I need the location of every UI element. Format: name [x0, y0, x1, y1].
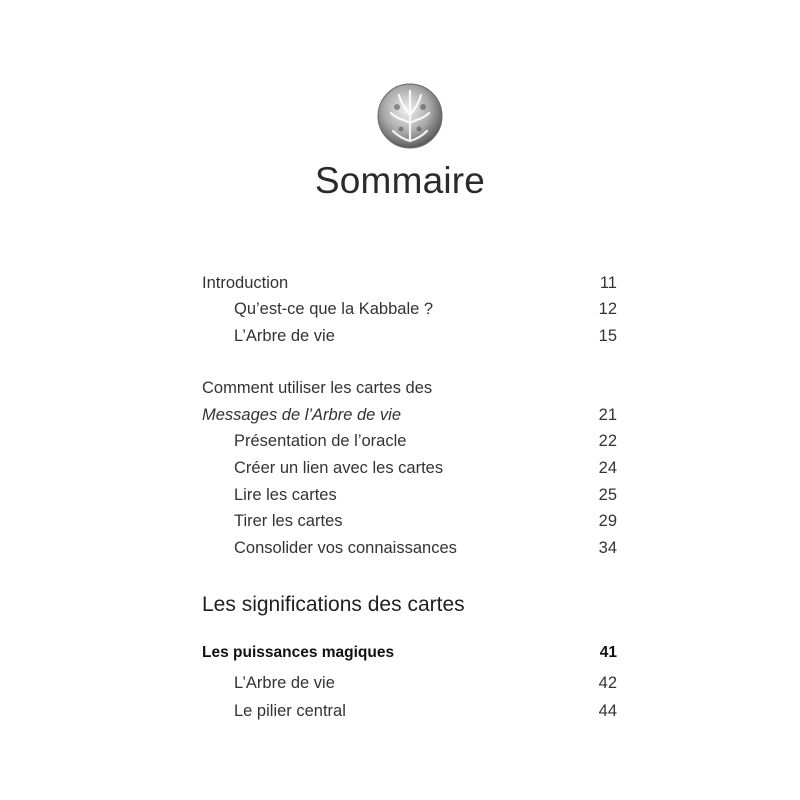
toc-entry-arbre-de-vie-2[interactable]: [234, 670, 617, 696]
section-heading: Les significations des cartes: [202, 593, 465, 616]
toc-entry-page: 12: [598, 300, 617, 318]
toc-entry-page: 24: [598, 459, 617, 477]
toc-entry-label: Qu’est-ce que la Kabbale ?: [234, 300, 434, 318]
toc-entry-page: 44: [598, 702, 617, 720]
toc-entry-lire-cartes[interactable]: [234, 482, 617, 508]
toc-entry-page: 25: [598, 486, 617, 504]
toc-entry-page: 21: [598, 406, 617, 424]
toc-entry-messages-arbre[interactable]: [202, 402, 617, 428]
toc-entry-label: Comment utiliser les cartes des: [202, 379, 433, 397]
toc-entry-label: Présentation de l’oracle: [234, 432, 407, 450]
toc-entry-consolider[interactable]: [234, 535, 617, 561]
toc-entry-label: Consolider vos connaissances: [234, 539, 457, 557]
toc-entry-page: 11: [599, 274, 617, 292]
toc-entry-pilier-central[interactable]: [234, 698, 617, 724]
toc-entry-page: 22: [598, 432, 617, 450]
toc-entry-page: 15: [598, 327, 617, 345]
toc-entry-kabbale[interactable]: [234, 296, 617, 322]
toc-entry-page: 34: [598, 539, 617, 557]
toc-entry-page: 41: [599, 644, 617, 661]
toc-entry-label: L’Arbre de vie: [234, 327, 335, 345]
page-title: Sommaire: [314, 160, 486, 201]
toc-entry-label: Lire les cartes: [234, 486, 337, 504]
toc-entry-label: Créer un lien avec les cartes: [234, 459, 444, 477]
toc-entry-label: L’Arbre de vie: [234, 674, 335, 692]
toc-entry-comment-utiliser[interactable]: [202, 375, 617, 401]
toc-entry-label: Introduction: [202, 274, 289, 292]
toc-entry-arbre-de-vie[interactable]: [234, 323, 617, 349]
toc-entry-creer-lien[interactable]: [234, 455, 617, 481]
toc-entry-label: Les puissances magiques: [202, 644, 395, 661]
toc-entry-tirer-cartes[interactable]: [234, 508, 617, 534]
toc-entry-presentation-oracle[interactable]: [234, 428, 617, 454]
toc-entry-label: Tirer les cartes: [234, 512, 343, 530]
toc-entry-puissances-magiques[interactable]: [202, 640, 617, 666]
tree-of-life-medallion-icon: [377, 83, 443, 149]
toc-entry-page: 42: [598, 674, 617, 692]
toc-entry-label-italic: Messages de l’Arbre de vie: [202, 406, 402, 424]
toc-entry-page: 29: [598, 512, 617, 530]
toc-entry-label: Le pilier central: [234, 702, 346, 720]
toc-entry-introduction[interactable]: [202, 270, 617, 296]
